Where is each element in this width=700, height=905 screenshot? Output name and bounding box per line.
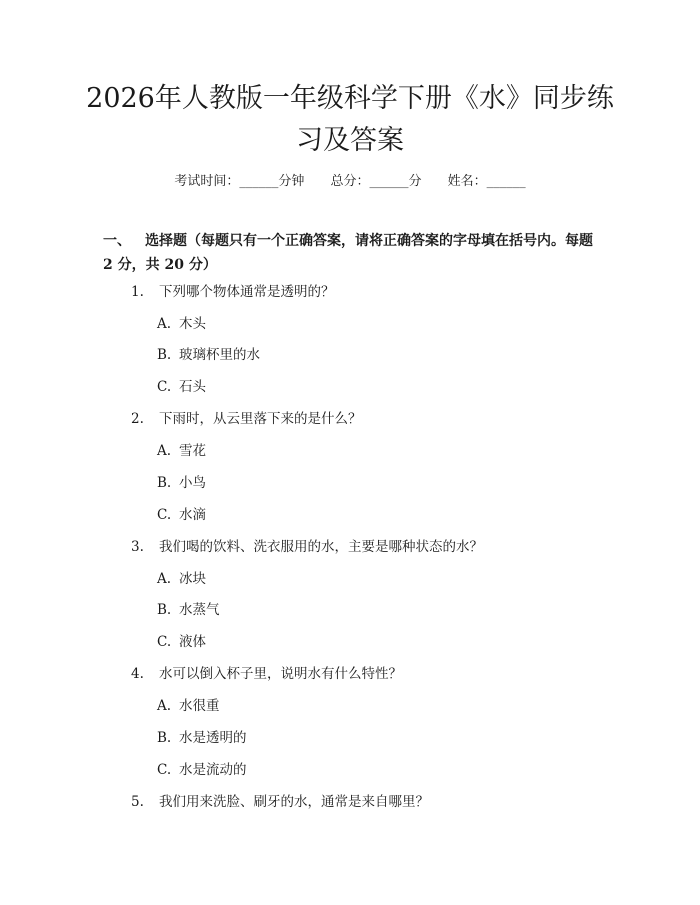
section-number: 一、 — [103, 233, 131, 249]
question-text: 我们用来洗脸、刷牙的水，通常是来自哪里？ — [159, 794, 429, 810]
question-text: 我们喝的饮料、洗衣服用的水，主要是哪种状态的水？ — [159, 539, 483, 555]
document-title — [80, 78, 620, 162]
option-letter: B. — [157, 475, 172, 491]
option-text: 雪花 — [179, 443, 206, 459]
question-2-option-a — [157, 442, 206, 460]
title-line-2: 习及答案 — [296, 125, 404, 156]
question-4-option-a — [157, 697, 220, 715]
title-line-1: 2026年人教版一年级科学下册《水》同步练 — [86, 83, 614, 114]
total-score-field: 总分：______分 — [330, 174, 422, 189]
section-heading — [103, 229, 603, 277]
question-1-option-a — [157, 315, 206, 333]
question-text: 下列哪个物体通常是透明的？ — [159, 284, 335, 300]
option-letter: A. — [157, 443, 172, 459]
question-5 — [131, 793, 429, 811]
question-number: 1. — [131, 284, 144, 300]
question-2 — [131, 410, 362, 428]
question-3-option-a — [157, 570, 206, 588]
option-text: 液体 — [179, 634, 206, 650]
question-3 — [131, 538, 483, 556]
question-3-option-b — [157, 601, 220, 619]
question-number: 3. — [131, 539, 144, 555]
option-letter: A. — [157, 571, 172, 587]
question-number: 4. — [131, 666, 144, 682]
question-4 — [131, 665, 402, 683]
option-letter: A. — [157, 698, 172, 714]
question-number: 5. — [131, 794, 144, 810]
option-text: 水滴 — [179, 507, 206, 523]
option-text: 玻璃杯里的水 — [179, 347, 260, 363]
option-text: 冰块 — [179, 571, 206, 587]
question-1-option-c — [157, 378, 206, 396]
exam-meta — [0, 170, 700, 189]
option-letter: A. — [157, 316, 172, 332]
option-text: 水是流动的 — [179, 762, 247, 778]
option-letter: B. — [157, 730, 172, 746]
exam-time-field: 考试时间：______分钟 — [174, 174, 305, 189]
question-text: 水可以倒入杯子里，说明水有什么特性？ — [159, 666, 402, 682]
option-letter: C. — [157, 507, 172, 523]
option-letter: B. — [157, 602, 172, 618]
option-letter: B. — [157, 347, 172, 363]
question-4-option-c — [157, 761, 247, 779]
question-1-option-b — [157, 346, 260, 364]
question-1 — [131, 283, 335, 301]
question-number: 2. — [131, 411, 144, 427]
question-text: 下雨时，从云里落下来的是什么？ — [159, 411, 362, 427]
option-text: 木头 — [179, 316, 206, 332]
question-2-option-c — [157, 506, 206, 524]
student-name-field: 姓名：______ — [447, 174, 526, 189]
question-4-option-b — [157, 729, 247, 747]
option-text: 小鸟 — [179, 475, 206, 491]
option-text: 水是透明的 — [179, 730, 247, 746]
section-heading-text: 选择题（每题只有一个正确答案，请将正确答案的字母填在括号内。每题 2 分，共 20 分） — [103, 233, 593, 273]
option-text: 石头 — [179, 379, 206, 395]
option-letter: C. — [157, 634, 172, 650]
question-3-option-c — [157, 633, 206, 651]
option-letter: C. — [157, 379, 172, 395]
option-text: 水蒸气 — [179, 602, 220, 618]
option-text: 水很重 — [179, 698, 220, 714]
option-letter: C. — [157, 762, 172, 778]
question-2-option-b — [157, 474, 206, 492]
